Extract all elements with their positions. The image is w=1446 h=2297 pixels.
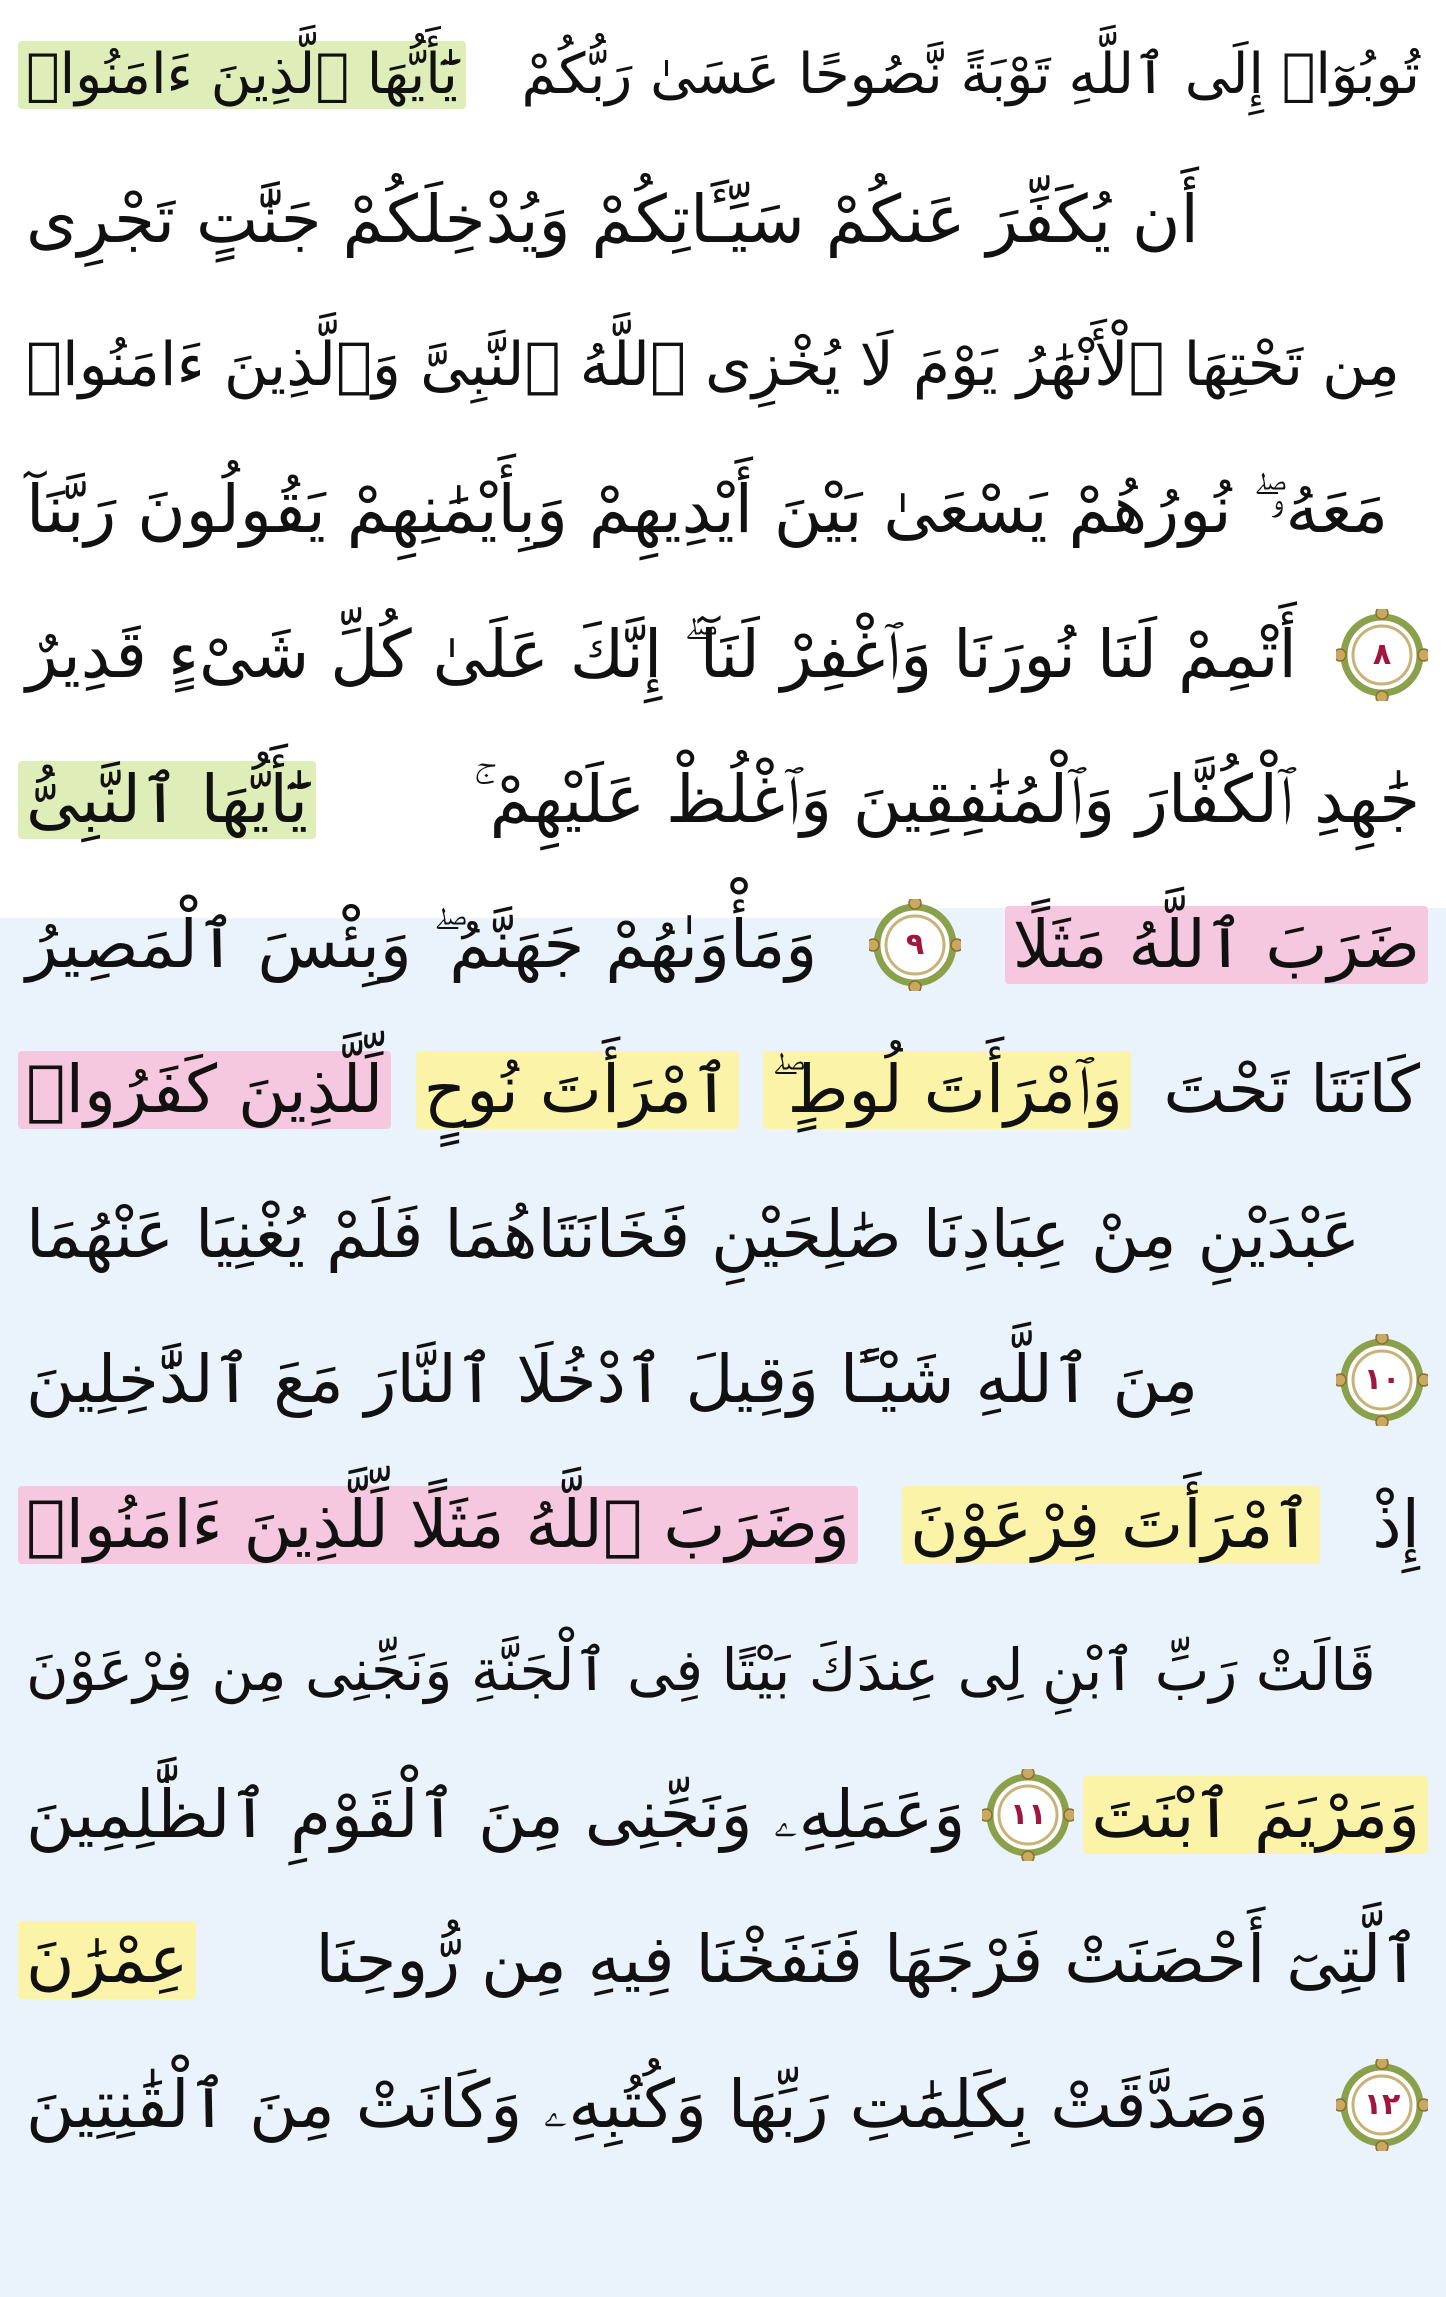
- verse-text: مِن تَحْتِهَا ٱلْأَنْهَٰرُ يَوْمَ لَا يُخْزِى ٱللَّهُ ٱلنَّبِىَّ وَٱلَّذِينَ ءَامَنُوا۟: [26, 329, 1400, 400]
- verse-text: تُوبُوٓا۟ إِلَى ٱللَّهِ تَوْبَةً نَّصُوحًا عَسَىٰ رَبُّكُمْ: [521, 41, 1420, 107]
- verse-line: [18, 592, 1428, 717]
- highlighted-phrase: وَضَرَبَ ٱللَّهُ مَثَلًا لِّلَّذِينَ ءَامَنُوا۟: [18, 1486, 858, 1564]
- ayah-end-marker-icon: [1336, 2059, 1428, 2151]
- ayah-number: ١٠: [1363, 1362, 1401, 1397]
- highlighted-phrase: وَٱمْرَأَتَ لُوطٍ ۖ: [763, 1051, 1131, 1129]
- verse-line: [18, 1317, 1428, 1442]
- verse-line: [18, 1897, 1428, 2022]
- ayah-end-marker-icon: [1336, 1334, 1428, 1426]
- highlighted-phrase: وَمَرْيَمَ ٱبْنَتَ: [1083, 1776, 1428, 1854]
- ayah-end-marker-icon: [869, 899, 961, 991]
- highlighted-phrase: ٱمْرَأَتَ فِرْعَوْنَ: [902, 1486, 1320, 1564]
- verse-text: كَانَتَا تَحْتَ: [1163, 1050, 1420, 1128]
- verse-line: [18, 12, 1428, 137]
- verse-text: وَصَدَّقَتْ بِكَلِمَٰتِ رَبِّهَا وَكُتُبِهِۦ وَكَانَتْ مِنَ ٱلْقَٰنِتِينَ: [26, 2065, 1270, 2143]
- verse-text: ٱلَّتِىٓ أَحْصَنَتْ فَرْجَهَا فَنَفَخْنَا فِيهِ مِن رُّوحِنَا: [315, 1920, 1420, 1998]
- verse-line: [18, 2042, 1428, 2167]
- highlighted-phrase: عِمْرَٰنَ: [18, 1921, 196, 1999]
- ayah-end-marker-icon: [1336, 609, 1428, 701]
- ayah-number: ١١: [1009, 1797, 1047, 1832]
- verse-text: مَعَهُۥ ۖ نُورُهُمْ يَسْعَىٰ بَيْنَ أَيْدِيهِمْ وَبِأَيْمَٰنِهِمْ يَقُولُونَ رَبَّنَآ: [26, 470, 1389, 548]
- verse-line: [18, 1607, 1428, 1732]
- verse-line: [18, 302, 1428, 427]
- verse-text: إِذْ: [1372, 1485, 1420, 1563]
- verse-line: [18, 1462, 1428, 1587]
- verse-text: عَبْدَيْنِ مِنْ عِبَادِنَا صَٰلِحَيْنِ فَخَانَتَاهُمَا فَلَمْ يُغْنِيَا عَنْهُمَا: [26, 1195, 1361, 1273]
- highlighted-phrase: ضَرَبَ ٱللَّهُ مَثَلًا: [1005, 906, 1428, 984]
- highlighted-phrase: ٱمْرَأَتَ نُوحٍ: [416, 1051, 739, 1129]
- highlighted-phrase: يَٰٓأَيُّهَا ٱلنَّبِىُّ: [18, 761, 316, 839]
- verse-line: [18, 882, 1428, 1007]
- ayah-number: ١٢: [1363, 2087, 1401, 2122]
- verse-text: جَٰهِدِ ٱلْكُفَّارَ وَٱلْمُنَٰفِقِينَ وَٱغْلُظْ عَلَيْهِمْ ۚ: [473, 760, 1420, 838]
- ayah-end-marker-icon: [982, 1769, 1074, 1861]
- highlighted-phrase: يَٰٓأَيُّهَا ٱلَّذِينَ ءَامَنُوا۟: [18, 41, 466, 109]
- highlighted-phrase: لِّلَّذِينَ كَفَرُوا۟: [18, 1051, 391, 1129]
- ayah-number: ٩: [905, 927, 925, 962]
- verse-line: [18, 1172, 1428, 1297]
- verse-text: وَمَأْوَىٰهُمْ جَهَنَّمُ ۖ وَبِئْسَ ٱلْمَصِيرُ: [26, 905, 818, 983]
- verse-line: [18, 447, 1428, 572]
- verse-line: [18, 737, 1428, 862]
- ayah-number: ٨: [1372, 637, 1392, 672]
- verse-line: [18, 1027, 1428, 1152]
- verse-text: وَعَمَلِهِۦ وَنَجِّنِى مِنَ ٱلْقَوْمِ ٱلظَّٰلِمِينَ: [26, 1775, 966, 1853]
- verse-text: أَتْمِمْ لَنَا نُورَنَا وَٱغْفِرْ لَنَآ ۖ إِنَّكَ عَلَىٰ كُلِّ شَىْءٍ قَدِيرٌ: [26, 615, 1297, 693]
- verse-text: مِنَ ٱللَّهِ شَيْـًٔا وَقِيلَ ٱدْخُلَا ٱلنَّارَ مَعَ ٱلدَّٰخِلِينَ: [26, 1340, 1199, 1418]
- verse-line: [18, 1752, 1428, 1877]
- verse-line: [18, 157, 1428, 282]
- verse-text: قَالَتْ رَبِّ ٱبْنِ لِى عِندَكَ بَيْتًا فِى ٱلْجَنَّةِ وَنَجِّنِى مِن فِرْعَوْنَ: [26, 1635, 1376, 1704]
- verse-text: أَن يُكَفِّرَ عَنكُمْ سَيِّـَٔاتِكُمْ وَيُدْخِلَكُمْ جَنَّٰتٍ تَجْرِى: [26, 180, 1199, 258]
